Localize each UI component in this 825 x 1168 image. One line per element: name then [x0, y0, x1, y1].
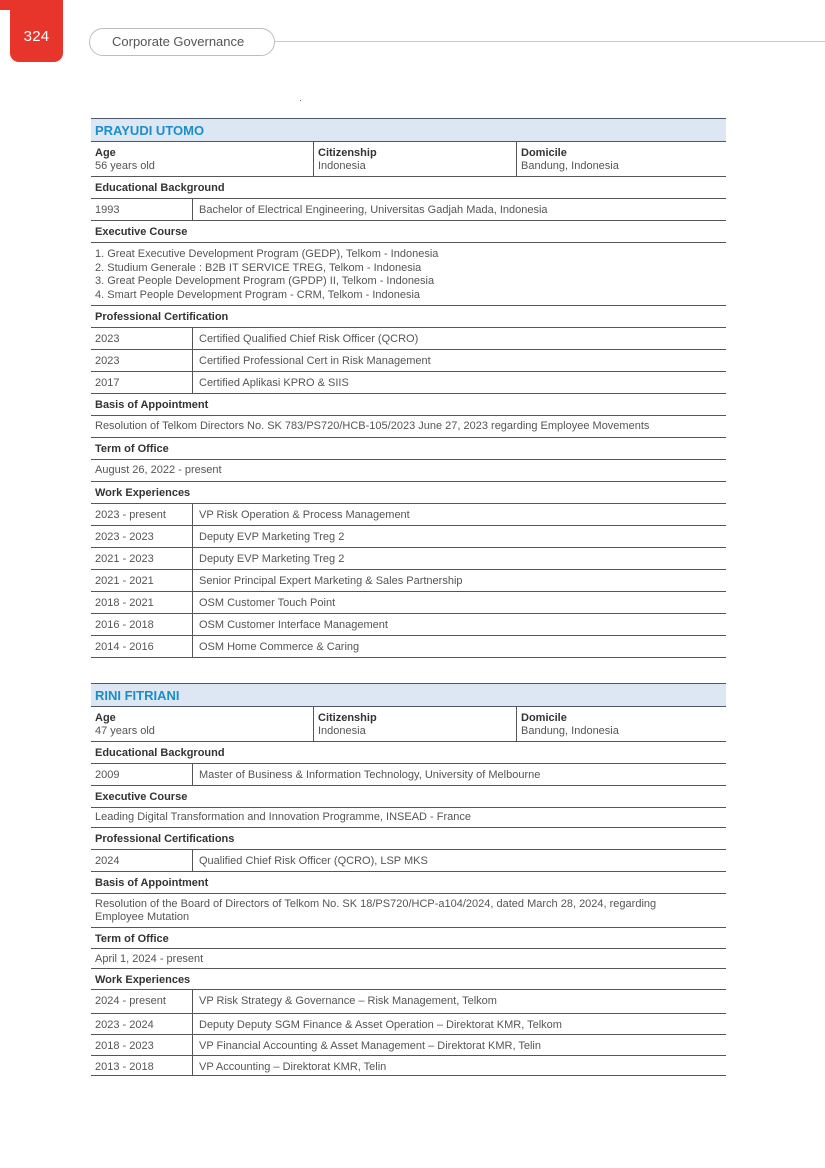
age-cell: [91, 142, 313, 176]
work-year: 2023 - present: [95, 509, 166, 521]
age-value: 47 years old: [95, 725, 155, 737]
work-desc: VP Accounting – Direktorat KMR, Telin: [192, 1056, 726, 1075]
personal-info-row: [91, 707, 726, 742]
basis-line: Resolution of the Board of Directors of Telkom No. SK 18/PS720/HCP-a104/2024, dated March 28, 2024, regarding: [95, 898, 657, 910]
domicile-cell: [516, 707, 726, 741]
education-year: 1993: [95, 204, 120, 216]
basis-of-appointment-heading: Basis of Appointment: [91, 872, 726, 894]
executive-course-heading: Executive Course: [91, 221, 726, 243]
certification-year: 2017: [95, 377, 120, 389]
work-year: 2023 - 2024: [95, 1019, 154, 1031]
citizenship-cell: [313, 142, 516, 176]
age-value: 56 years old: [95, 160, 155, 172]
work-year: 2023 - 2023: [95, 531, 154, 543]
table-row: [91, 504, 726, 526]
certification-desc: Certified Qualified Chief Risk Officer (QCRO): [192, 328, 726, 349]
stray-dot: [300, 100, 301, 101]
professional-certifications-heading: Professional Certifications: [91, 828, 726, 850]
term-of-office-heading: Term of Office: [91, 928, 726, 949]
domicile-value: Bandung, Indonesia: [521, 725, 619, 737]
list-item: 2. Studium Generale : B2B IT SERVICE TREG, Telkom - Indonesia: [95, 261, 422, 274]
table-row: [91, 592, 726, 614]
table-row: [91, 526, 726, 548]
basis-line: Employee Mutation: [95, 910, 190, 923]
citizenship-cell: [313, 707, 516, 741]
table-row: [91, 990, 726, 1014]
personal-info-row: [91, 142, 726, 177]
age-cell: [91, 707, 313, 741]
work-experiences-heading: Work Experiences: [91, 969, 726, 990]
table-row: [91, 764, 726, 786]
citizenship-label: Citizenship: [318, 147, 377, 159]
work-desc: OSM Customer Touch Point: [192, 592, 726, 613]
executive-course-list: [91, 243, 726, 306]
table-row: [91, 850, 726, 872]
list-item: 1. Great Executive Development Program (GEDP), Telkom - Indonesia: [95, 248, 439, 260]
work-desc: VP Financial Accounting & Asset Management – Direktorat KMR, Telin: [192, 1035, 726, 1055]
certification-desc: Certified Aplikasi KPRO & SIIS: [192, 372, 726, 393]
educational-background-heading: Educational Background: [91, 742, 726, 764]
header-rule: [275, 41, 825, 42]
table-row: [91, 1035, 726, 1056]
work-year: 2024 - present: [95, 995, 166, 1007]
work-year: 2021 - 2023: [95, 553, 154, 565]
table-row: [91, 372, 726, 394]
education-year: 2009: [95, 769, 120, 781]
work-desc: VP Risk Strategy & Governance – Risk Management, Telkom: [192, 990, 726, 1013]
profile-name: RINI FITRIANI: [91, 683, 726, 707]
certification-year: 2024: [95, 855, 120, 867]
work-desc: OSM Home Commerce & Caring: [192, 636, 726, 657]
citizenship-value: Indonesia: [318, 725, 366, 737]
professional-certification-heading: Professional Certification: [91, 306, 726, 328]
table-row: [91, 199, 726, 221]
basis-of-appointment-text: [91, 894, 726, 928]
profile-rini-fitriani: [91, 683, 726, 1076]
age-label: Age: [95, 147, 116, 159]
citizenship-label: Citizenship: [318, 712, 377, 724]
domicile-value: Bandung, Indonesia: [521, 160, 619, 172]
work-year: 2021 - 2021: [95, 575, 154, 587]
section-title: Corporate Governance: [89, 28, 275, 56]
work-year: 2018 - 2023: [95, 1040, 154, 1052]
educational-background-heading: Educational Background: [91, 177, 726, 199]
list-item: 3. Great People Development Program (GPDP) II, Telkom - Indonesia: [95, 275, 435, 287]
work-year: 2014 - 2016: [95, 641, 154, 653]
table-row: [91, 636, 726, 658]
table-row: [91, 570, 726, 592]
term-of-office-text: August 26, 2022 - present: [91, 460, 726, 482]
executive-course-heading: Executive Course: [91, 786, 726, 808]
citizenship-value: Indonesia: [318, 160, 366, 172]
work-desc: VP Risk Operation & Process Management: [192, 504, 726, 525]
domicile-label: Domicile: [521, 147, 567, 159]
education-desc: Master of Business & Information Technology, University of Melbourne: [192, 764, 726, 785]
certification-desc: Qualified Chief Risk Officer (QCRO), LSP MKS: [192, 850, 726, 871]
executive-course-text: Leading Digital Transformation and Innovation Programme, INSEAD - France: [91, 808, 726, 828]
profile-prayudi-utomo: [91, 118, 726, 658]
domicile-cell: [516, 142, 726, 176]
table-row: [91, 548, 726, 570]
table-row: [91, 1056, 726, 1076]
term-of-office-text: April 1, 2024 - present: [91, 949, 726, 969]
work-desc: Deputy EVP Marketing Treg 2: [192, 548, 726, 569]
education-desc: Bachelor of Electrical Engineering, Universitas Gadjah Mada, Indonesia: [192, 199, 726, 220]
work-experiences-heading: Work Experiences: [91, 482, 726, 504]
page-number: 324: [23, 28, 50, 45]
table-row: [91, 350, 726, 372]
table-row: [91, 614, 726, 636]
page-number-tab: [10, 0, 63, 62]
work-year: 2013 - 2018: [95, 1061, 154, 1073]
age-label: Age: [95, 712, 116, 724]
work-year: 2016 - 2018: [95, 619, 154, 631]
certification-year: 2023: [95, 355, 120, 367]
work-desc: Senior Principal Expert Marketing & Sales Partnership: [192, 570, 726, 591]
term-of-office-heading: Term of Office: [91, 438, 726, 460]
basis-of-appointment-heading: Basis of Appointment: [91, 394, 726, 416]
domicile-label: Domicile: [521, 712, 567, 724]
work-desc: Deputy Deputy SGM Finance & Asset Operation – Direktorat KMR, Telkom: [192, 1014, 726, 1034]
list-item: 4. Smart People Development Program - CRM, Telkom - Indonesia: [95, 288, 421, 301]
work-desc: Deputy EVP Marketing Treg 2: [192, 526, 726, 547]
basis-of-appointment-text: Resolution of Telkom Directors No. SK 783/PS720/HCB-105/2023 June 27, 2023 regarding Employee Movements: [91, 416, 726, 438]
table-row: [91, 328, 726, 350]
profile-name: PRAYUDI UTOMO: [91, 118, 726, 142]
certification-year: 2023: [95, 333, 120, 345]
certification-desc: Certified Professional Cert in Risk Management: [192, 350, 726, 371]
work-desc: OSM Customer Interface Management: [192, 614, 726, 635]
work-year: 2018 - 2021: [95, 597, 154, 609]
table-row: [91, 1014, 726, 1035]
